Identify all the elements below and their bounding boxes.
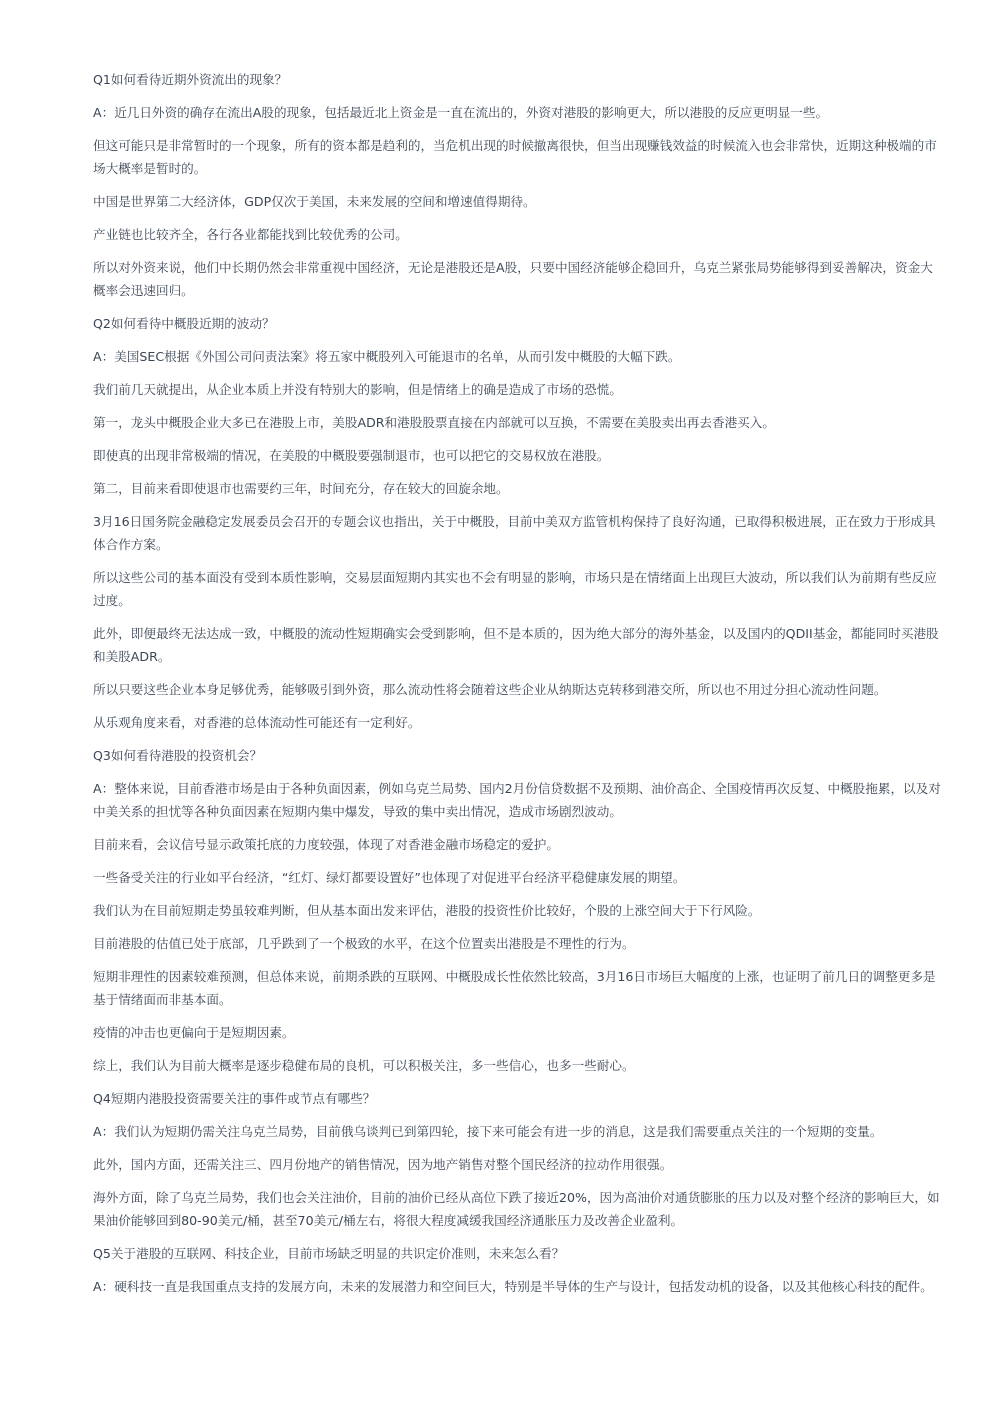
paragraph: A：整体来说，目前香港市场是由于各种负面因素，例如乌克兰局势、国内2月份信贷数据不及预期、油价高企、全国疫情再次反复、中概股拖累，以及对中美关系的担忧等各种负面因素在短期内集中爆发，导致的集中卖出情况，造成市场剧烈波动。 [93, 781, 941, 819]
paragraph: A：硬科技一直是我国重点支持的发展方向，未来的发展潜力和空间巨大，特别是半导体的生产与设计，包括发动机的设备，以及其他核心科技的配件。 [93, 1279, 933, 1294]
paragraph: 第一，龙头中概股企业大多已在港股上市，美股ADR和港股股票直接在内部就可以互换，不需要在美股卖出再去香港买入。 [93, 415, 775, 430]
question-heading: Q5关于港股的互联网、科技企业，目前市场缺乏明显的共识定价准则，未来怎么看？ [93, 1246, 565, 1261]
paragraph: 产业链也比较齐全，各行各业都能找到比较优秀的公司。 [93, 227, 408, 242]
paragraph: 此外，即便最终无法达成一致，中概股的流动性短期确实会受到影响，但不是本质的，因为绝大部分的海外基金，以及国内的QDII基金，都能同时买港股和美股ADR。 [93, 626, 939, 664]
paragraph: 短期非理性的因素较难预测，但总体来说，前期杀跌的互联网、中概股成长性依然比较高，3月16日市场巨大幅度的上涨，也证明了前几日的调整更多是基于情绪面而非基本面。 [93, 969, 936, 1007]
paragraph: 我们前几天就提出，从企业本质上并没有特别大的影响，但是情绪上的确是造成了市场的恐慌。 [93, 382, 622, 397]
paragraph: 目前来看，会议信号显示政策托底的力度较强，体现了对香港金融市场稳定的爱护。 [93, 837, 559, 852]
paragraph: 从乐观角度来看，对香港的总体流动性可能还有一定利好。 [93, 715, 421, 730]
paragraph: 目前港股的估值已处于底部，几乎跌到了一个极致的水平，在这个位置卖出港股是不理性的行为。 [93, 936, 635, 951]
paragraph: 所以只要这些企业本身足够优秀，能够吸引到外资，那么流动性将会随着这些企业从纳斯达克转移到港交所，所以也不用过分担心流动性问题。 [93, 682, 887, 697]
paragraph: 中国是世界第二大经济体，GDP仅次于美国，未来发展的空间和增速值得期待。 [93, 194, 536, 209]
paragraph: 综上，我们认为目前大概率是逐步稳健布局的良机，可以积极关注，多一些信心，也多一些耐心。 [93, 1058, 635, 1073]
paragraph: 疫情的冲击也更偏向于是短期因素。 [93, 1025, 295, 1040]
paragraph: 此外，国内方面，还需关注三、四月份地产的销售情况，因为地产销售对整个国民经济的拉动作用很强。 [93, 1157, 673, 1172]
paragraph: A：我们认为短期仍需关注乌克兰局势，目前俄乌谈判已到第四轮，接下来可能会有进一步的消息，这是我们需要重点关注的一个短期的变量。 [93, 1124, 883, 1139]
paragraph: 第二，目前来看即使退市也需要约三年，时间充分，存在较大的回旋余地。 [93, 481, 509, 496]
paragraph: A：美国SEC根据《外国公司问责法案》将五家中概股列入可能退市的名单，从而引发中概股的大幅下跌。 [93, 349, 681, 364]
paragraph: 即使真的出现非常极端的情况，在美股的中概股要强制退市，也可以把它的交易权放在港股。 [93, 448, 610, 463]
paragraph: 3月16日国务院金融稳定发展委员会召开的专题会议也指出，关于中概股，目前中美双方监管机构保持了良好沟通，已取得积极进展，正在致力于形成具体合作方案。 [93, 514, 936, 552]
paragraph: 但这可能只是非常暂时的一个现象，所有的资本都是趋利的，当危机出现的时候撤离很快，但当出现赚钱效益的时候流入也会非常快，近期这种极端的市场大概率是暂时的。 [93, 138, 937, 176]
paragraph: 所以这些公司的基本面没有受到本质性影响，交易层面短期内其实也不会有明显的影响，市场只是在情绪面上出现巨大波动，所以我们认为前期有些反应过度。 [93, 570, 937, 608]
paragraph: 一些备受关注的行业如平台经济，“红灯、绿灯都要设置好”也体现了对促进平台经济平稳健康发展的期望。 [93, 870, 686, 885]
paragraph: A：近几日外资的确存在流出A股的现象，包括最近北上资金是一直在流出的，外资对港股的影响更大，所以港股的反应更明显一些。 [93, 105, 829, 120]
paragraph: 海外方面，除了乌克兰局势，我们也会关注油价，目前的油价已经从高位下跌了接近20%，因为高油价对通货膨胀的压力以及对整个经济的影响巨大，如果油价能够回到80-90美元/桶，甚至70美元/桶左右，将很大程度减缓我国经济通胀压力及改善企业盈利。 [93, 1190, 940, 1228]
paragraph: 我们认为在目前短期走势虽较难判断，但从基本面出发来评估，港股的投资性价比较好，个股的上涨空间大于下行风险。 [93, 903, 761, 918]
question-heading: Q1如何看待近期外资流出的现象？ [93, 72, 288, 87]
question-heading: Q4短期内港股投资需要关注的事件或节点有哪些？ [93, 1091, 376, 1106]
question-heading: Q2如何看待中概股近期的波动？ [93, 316, 275, 331]
question-heading: Q3如何看待港股的投资机会？ [93, 748, 263, 763]
paragraph: 所以对外资来说，他们中长期仍然会非常重视中国经济，无论是港股还是A股，只要中国经济能够企稳回升，乌克兰紧张局势能够得到妥善解决，资金大概率会迅速回归。 [93, 260, 933, 298]
